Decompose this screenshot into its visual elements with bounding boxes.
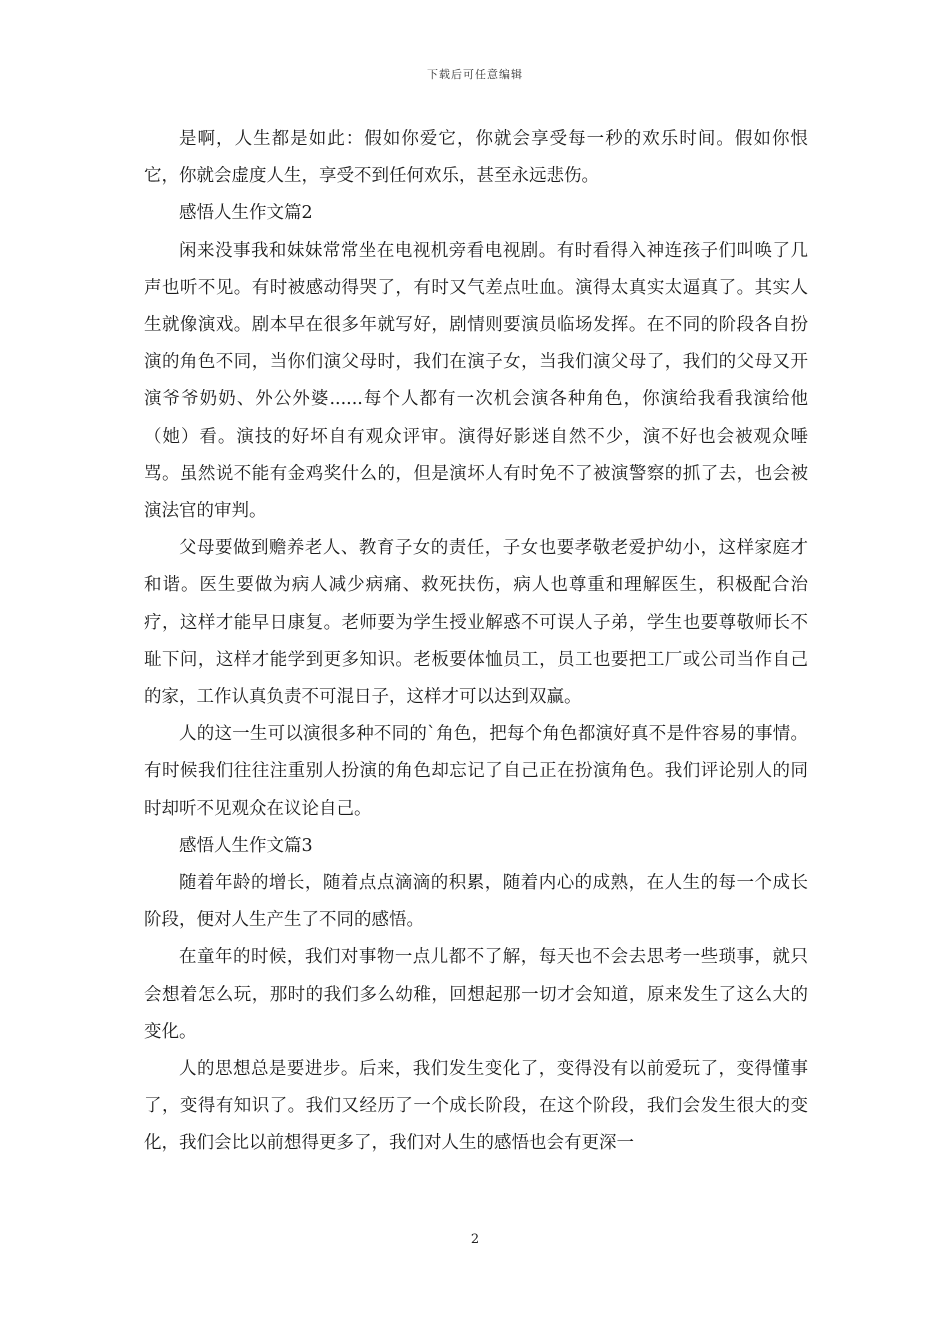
page-number: 2 [470, 1232, 480, 1247]
paragraph-1: 是啊，人生都是如此：假如你爱它，你就会享受每一秒的欢乐时间。假如你恨它，你就会虚度人生，享受不到任何欢乐，甚至永远悲伤。 [144, 129, 808, 187]
paragraph-3: 父母要做到赡养老人、教育子女的责任，子女也要孝敬老爱护幼小，这样家庭才和谐。医生要做为病人减少病痛、救死扶伤，病人也尊重和理解医生，积极配合治疗，这样才能早日康复。老师要为学生授业解惑不可误人子弟，学生也要尊敬师长不耻下问，这样才能学到更多知识。老板要体恤员工，员工也要把工厂或公司当作自己的家，工作认真负责不可混日子，这样才可以达到双赢。 [144, 538, 808, 708]
paragraph-7: 人的思想总是要进步。后来，我们发生变化了，变得没有以前爱玩了，变得懂事了，变得有知识了。我们又经历了一个成长阶段，在这个阶段，我们会发生很大的变化，我们会比以前想得更多了，我们对人生的感悟也会有更深一 [144, 1059, 808, 1154]
document-body [144, 121, 808, 1163]
paragraph-4: 人的这一生可以演很多种不同的`角色，把每个角色都演好真不是件容易的事情。有时候我们往往注重别人扮演的角色却忘记了自己正在扮演角色。我们评论别人的同时却听不见观众在议论自己。 [144, 724, 808, 819]
paragraph-2: 闲来没事我和妹妹常常坐在电视机旁看电视剧。有时看得入神连孩子们叫唤了几声也听不见。有时被感动得哭了，有时又气差点吐血。演得太真实太逼真了。其实人生就像演戏。剧本早在很多年就写好，剧情则要演员临场发挥。在不同的阶段各自扮演的角色不同，当你们演父母时，我们在演子女，当我们演父母了，我们的父母又开演爷爷奶奶、外公外婆......每个人都有一次机会演各种角色，你演给我看我演给他（她）看。演技的好坏自有观众评审。演得好影迷自然不少，演不好也会被观众唾骂。虽然说不能有金鸡奖什么的，但是演坏人有时免不了被演警察的抓了去，也会被演法官的审判。 [144, 240, 808, 522]
paragraph-5: 随着年龄的增长，随着点点滴滴的积累，随着内心的成熟，在人生的每一个成长阶段，便对人生产生了不同的感悟。 [144, 873, 808, 931]
section-heading-2: 感悟人生作文篇2 [179, 203, 313, 224]
page-header: 下载后可任意编辑 [427, 68, 523, 81]
paragraph-6: 在童年的时候，我们对事物一点儿都不了解，每天也不会去思考一些琐事，就只会想着怎么玩，那时的我们多么幼稚，回想起那一切才会知道，原来发生了这么大的变化。 [144, 947, 808, 1042]
section-heading-3: 感悟人生作文篇3 [179, 835, 313, 856]
